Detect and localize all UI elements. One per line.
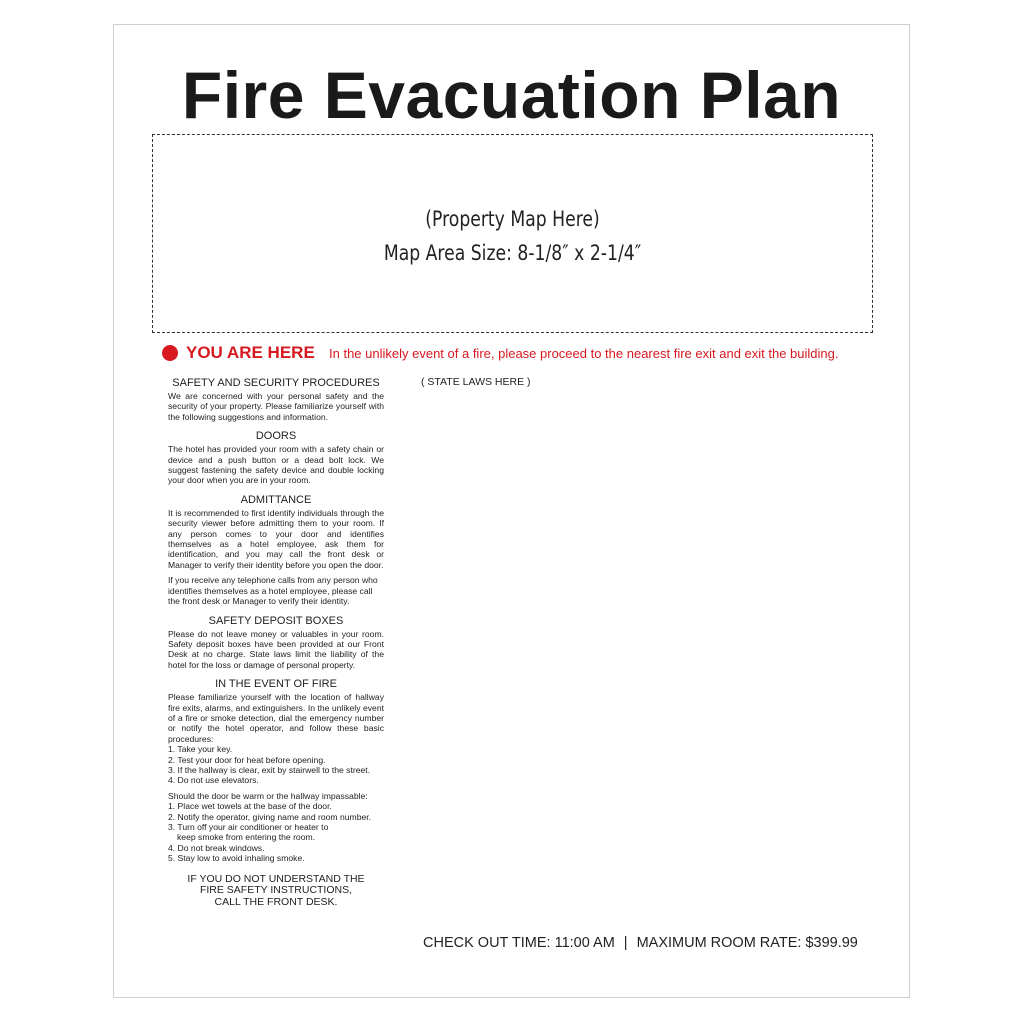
fire-step: 2. Test your door for heat before opening.: [168, 754, 326, 765]
doors-text: The hotel has provided your room with a safety chain or device and a push button or a dead bolt lock. We suggest fastening the safety device and double locking your door when you are in your room.: [168, 444, 384, 486]
deposit-heading: SAFETY DEPOSIT BOXES: [208, 614, 344, 627]
footer-info: [423, 935, 858, 951]
closing-notice: [168, 874, 384, 909]
warm-door-step: 5. Stay low to avoid inhaling smoke.: [168, 853, 305, 864]
fire-heading: IN THE EVENT OF FIRE: [215, 678, 337, 691]
safety-heading: SAFETY AND SECURITY PROCEDURES: [172, 377, 380, 389]
checkout-time: CHECK OUT TIME: 11:00 AM: [423, 935, 615, 951]
property-map-area: [152, 134, 873, 333]
deposit-text: Please do not leave money or valuables in your room. Safety deposit boxes have been provided at our Front Desk at no charge. State laws limit the liability of the hotel for the loss or damage of personal property.: [168, 628, 384, 670]
evacuation-plan-sheet: [113, 24, 910, 998]
fire-step: 4. Do not use elevators.: [168, 775, 259, 786]
map-placeholder-text: (Property Map Here): [425, 207, 600, 231]
evacuation-message: In the unlikely event of a fire, please proceed to the nearest fire exit and exit the building.: [329, 346, 839, 361]
warm-door-step: 1. Place wet towels at the base of the door.: [168, 801, 332, 812]
closing-line: FIRE SAFETY INSTRUCTIONS,: [199, 884, 353, 897]
fire-step: 1. Take your key.: [168, 744, 233, 755]
warm-door-intro: Should the door be warm or the hallway impassable:: [168, 790, 368, 801]
warm-door-step: 3. Turn off your air conditioner or heater to: [168, 822, 329, 832]
state-laws-placeholder: ( STATE LAWS HERE ): [421, 376, 531, 388]
admittance-heading: ADMITTANCE: [240, 493, 312, 506]
max-room-rate: MAXIMUM ROOM RATE: $399.99: [636, 935, 858, 951]
warm-door-step: 4. Do not break windows.: [168, 842, 265, 853]
you-are-here-row: [162, 343, 902, 365]
you-are-here-label: YOU ARE HERE: [186, 343, 315, 362]
page-title: Fire Evacuation Plan: [181, 58, 842, 132]
safety-procedures-column: [168, 377, 384, 908]
safety-text: We are concerned with your personal safety and the security of your property. Please familiarize yourself with the following suggestions and information.: [168, 391, 384, 422]
warm-door-step: keep smoke from entering the room.: [177, 832, 316, 843]
closing-line: CALL THE FRONT DESK.: [214, 895, 338, 908]
admittance-phone-text: If you receive any telephone calls from any person who identifies themselves as a hotel employee, please call the front desk or Manager to verify their identity.: [168, 575, 378, 607]
fire-text: Please familiarize yourself with the location of hallway fire exits, alarms, and extinguishers. In the unlikely event of a fire or smoke detection, dial the emergency number or notify the hotel operator, and follow these basic procedures:: [168, 692, 384, 744]
red-dot-icon: [162, 345, 178, 361]
warm-door-step: 2. Notify the operator, giving name and room number.: [168, 811, 372, 822]
fire-step: 3. If the hallway is clear, exit by stairwell to the street.: [168, 764, 371, 775]
footer-separator: |: [623, 935, 628, 951]
closing-line: IF YOU DO NOT UNDERSTAND THE: [187, 872, 365, 885]
doors-heading: DOORS: [255, 430, 297, 443]
admittance-text: It is recommended to first identify individuals through the security viewer before admitting them to your room. If any person comes to your door and identifies themselves as a hotel employee, ask them for identification, and you may call the front desk or Manager to verify their identity before you open the door.: [168, 507, 384, 570]
map-size-text: Map Area Size: 8-1/8″ x 2-1/4″: [383, 241, 642, 265]
